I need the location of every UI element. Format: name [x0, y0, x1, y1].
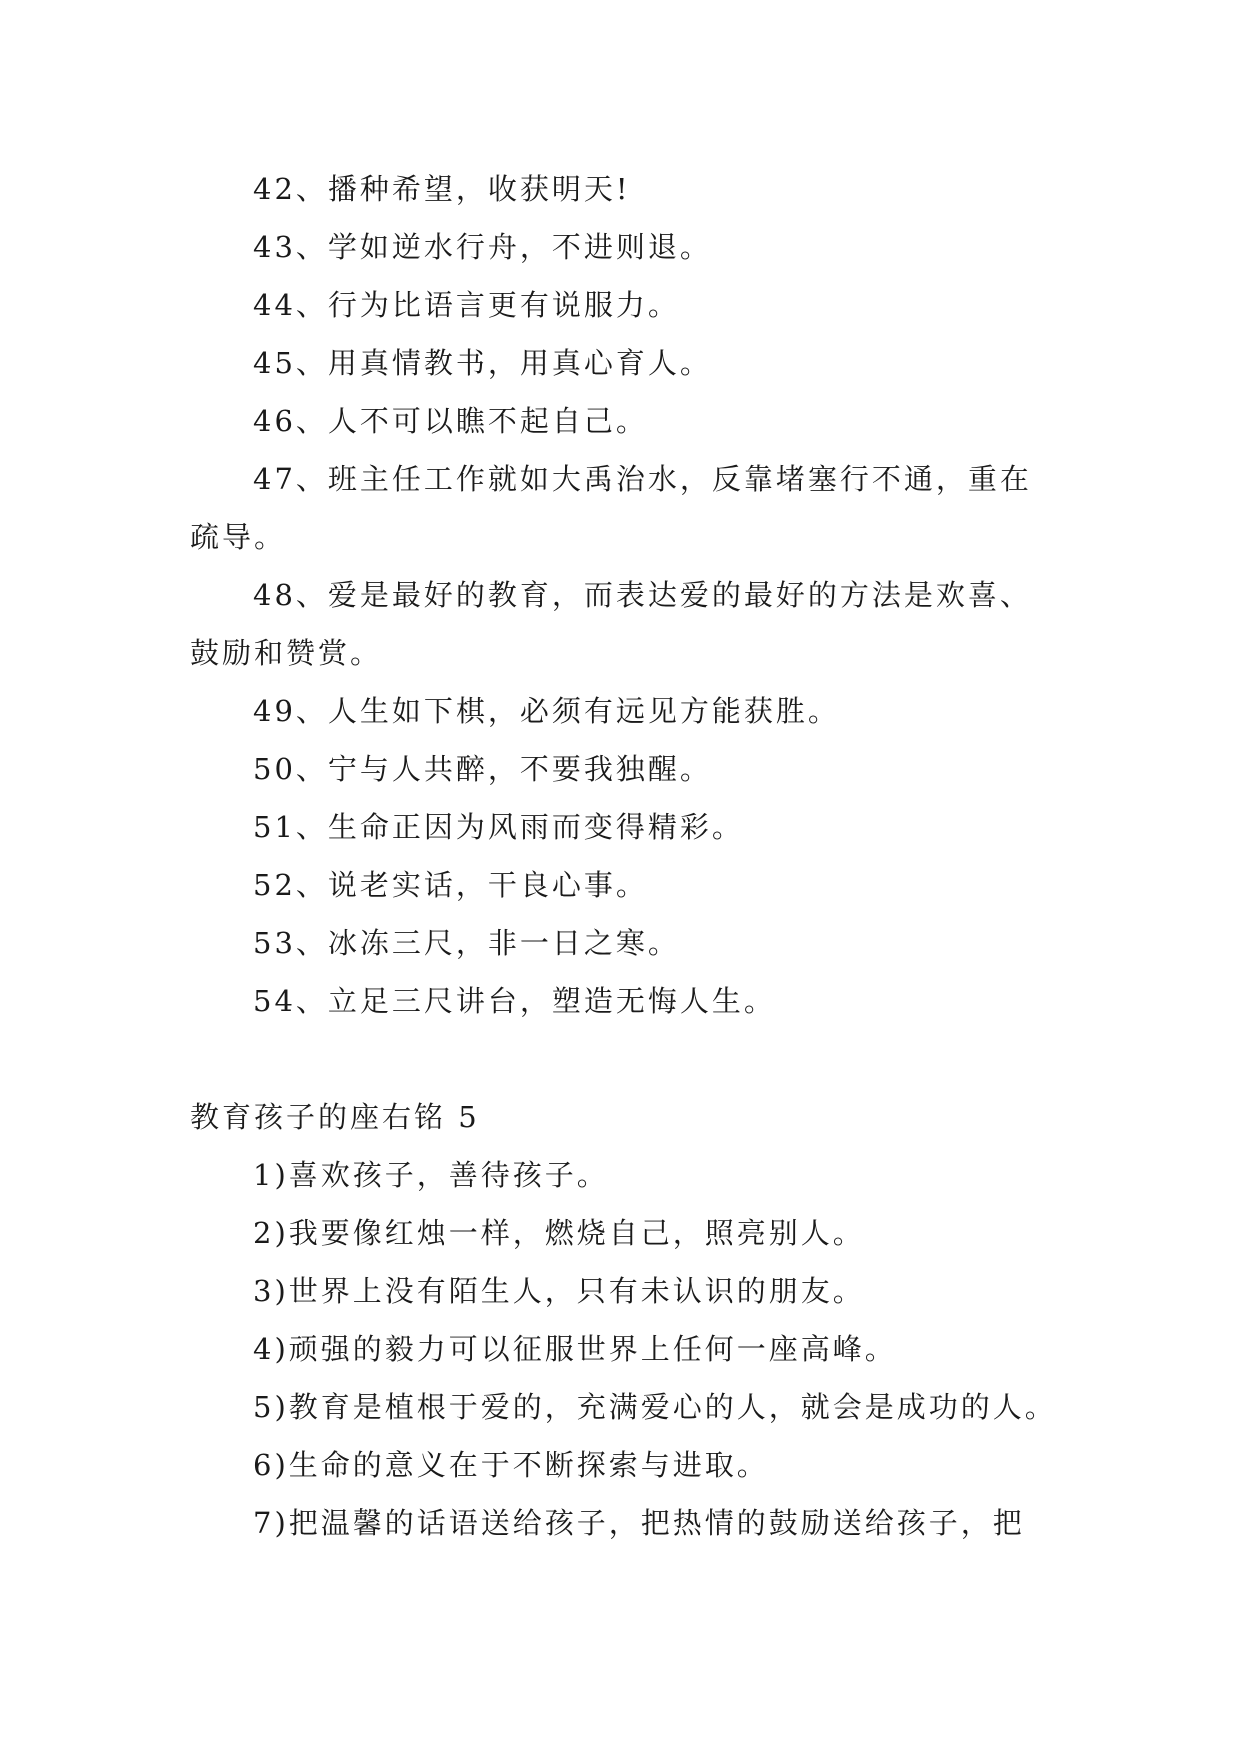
section-item-1: 1)喜欢孩子，善待孩子。: [253, 1158, 609, 1192]
quote-47: [190, 450, 1070, 566]
quote-48: [190, 566, 1070, 682]
quote-47-line-2: 疏导。: [190, 520, 287, 554]
quote-42: 42、播种希望，收获明天!: [253, 172, 631, 206]
quote-48-line-1: 48、爱是最好的教育，而表达爱的最好的方法是欢喜、: [253, 578, 1032, 612]
document-body: [190, 160, 1070, 1552]
section-item-7: 7)把温馨的话语送给孩子，把热情的鼓励送给孩子，把: [253, 1506, 1025, 1540]
quote-45: 45、用真情教书，用真心育人。: [253, 346, 712, 380]
quote-47-line-1: 47、班主任工作就如大禹治水，反靠堵塞行不通，重在: [253, 462, 1032, 496]
quote-43: 43、学如逆水行舟，不进则退。: [253, 230, 712, 264]
quote-46: 46、人不可以瞧不起自己。: [253, 404, 648, 438]
quote-54: 54、立足三尺讲台，塑造无悔人生。: [253, 984, 776, 1018]
section-item-5: 5)教育是植根于爱的，充满爱心的人，就会是成功的人。: [253, 1390, 1057, 1424]
section-item-6: 6)生命的意义在于不断探索与进取。: [253, 1448, 769, 1482]
quote-49: 49、人生如下棋，必须有远见方能获胜。: [253, 694, 840, 728]
section-item-3: 3)世界上没有陌生人，只有未认识的朋友。: [253, 1274, 865, 1308]
section-spacer: [190, 1030, 1070, 1088]
quote-53: 53、冰冻三尺，非一日之寒。: [253, 926, 680, 960]
section-title: 教育孩子的座右铭 5: [190, 1100, 480, 1134]
quote-51: 51、生命正因为风雨而变得精彩。: [253, 810, 744, 844]
section-item-4: 4)顽强的毅力可以征服世界上任何一座高峰。: [253, 1332, 897, 1366]
section-item-2: 2)我要像红烛一样，燃烧自己，照亮别人。: [253, 1216, 865, 1250]
quote-52: 52、说老实话，干良心事。: [253, 868, 648, 902]
quote-48-line-2: 鼓励和赞赏。: [190, 636, 383, 670]
quote-44: 44、行为比语言更有说服力。: [253, 288, 680, 322]
quote-50: 50、宁与人共醉，不要我独醒。: [253, 752, 712, 786]
